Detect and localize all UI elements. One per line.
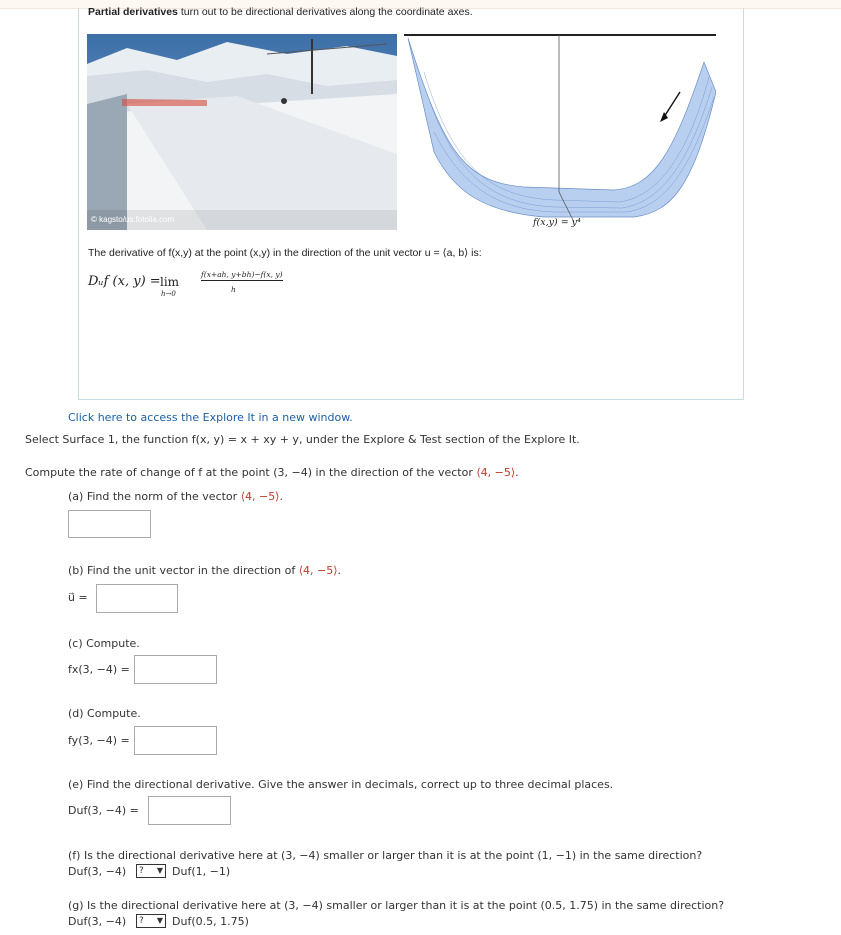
- panel-title: Partial derivatives turn out to be directional derivatives along the coordinate axes.: [88, 6, 473, 18]
- fx-answer-input[interactable]: [134, 655, 217, 684]
- unit-vector-prefix: u⃗ =: [68, 591, 88, 604]
- unit-vector-input[interactable]: [96, 584, 178, 613]
- part-d-label: (d) Compute.: [68, 707, 141, 720]
- halfpipe-photo: [87, 34, 397, 230]
- part-g-left-expr: Duf(3, −4): [68, 915, 127, 928]
- instruction-text: Select Surface 1, the function f(x, y) = x + xy + y, under the Explore & Test section of the Explore It.: [25, 433, 580, 446]
- explore-it-link[interactable]: Click here to access the Explore It in a new window.: [68, 411, 353, 424]
- surface-plot: [404, 32, 716, 222]
- formula-lim-sub: h→0: [161, 290, 176, 298]
- derivative-description: The derivative of f(x,y) at the point (x,y) in the direction of the unit vector u = ⟨a, b⟩ is:: [88, 247, 482, 259]
- part-c-label: (c) Compute.: [68, 637, 140, 650]
- directional-derivative-input[interactable]: [148, 796, 231, 825]
- chevron-down-icon: ▼: [156, 916, 163, 925]
- part-f-right-expr: Duf(1, −1): [172, 865, 231, 878]
- part-g-label: (g) Is the directional derivative here at (3, −4) smaller or larger than it is at the point (0.5, 1.75) in the same direction?: [68, 899, 725, 912]
- formula-lim: lim: [160, 275, 180, 289]
- fy-prefix: fy(3, −4) =: [68, 734, 130, 747]
- fy-answer-input[interactable]: [134, 726, 217, 755]
- comparison-select-f[interactable]: ? ▼: [136, 864, 166, 878]
- question-intro: Compute the rate of change of f at the point (3, −4) in the direction of the vector ⟨4, −5⟩.: [25, 466, 519, 479]
- part-f-left-expr: Duf(3, −4): [68, 865, 127, 878]
- photo-credit: © kagsto/us.fotolia.com: [91, 215, 175, 224]
- part-g-right-expr: Duf(0.5, 1.75): [172, 915, 249, 928]
- formula-lhs: Dᵤf (x, y) =: [88, 274, 161, 289]
- part-e-label: (e) Find the directional derivative. Give the answer in decimals, correct up to three decimal places.: [68, 778, 614, 791]
- formula-numerator: f(x+ah, y+bh)−f(x, y): [201, 270, 283, 279]
- part-a-label: (a) Find the norm of the vector ⟨4, −5⟩.: [68, 490, 283, 503]
- fx-prefix: fx(3, −4) =: [68, 663, 130, 676]
- part-f-label: (f) Is the directional derivative here at (3, −4) smaller or larger than it is at the point (1, −1) in the same direction?: [68, 849, 703, 862]
- chevron-down-icon: ▼: [156, 866, 163, 875]
- part-b-label: (b) Find the unit vector in the direction of ⟨4, −5⟩.: [68, 564, 342, 577]
- directional-derivative-prefix: Duf(3, −4) =: [68, 804, 139, 817]
- function-label: f(x,y) = y⁴: [533, 217, 581, 228]
- comparison-select-g[interactable]: ? ▼: [136, 914, 166, 928]
- norm-answer-input[interactable]: [68, 510, 151, 538]
- formula-denominator: h: [231, 285, 236, 294]
